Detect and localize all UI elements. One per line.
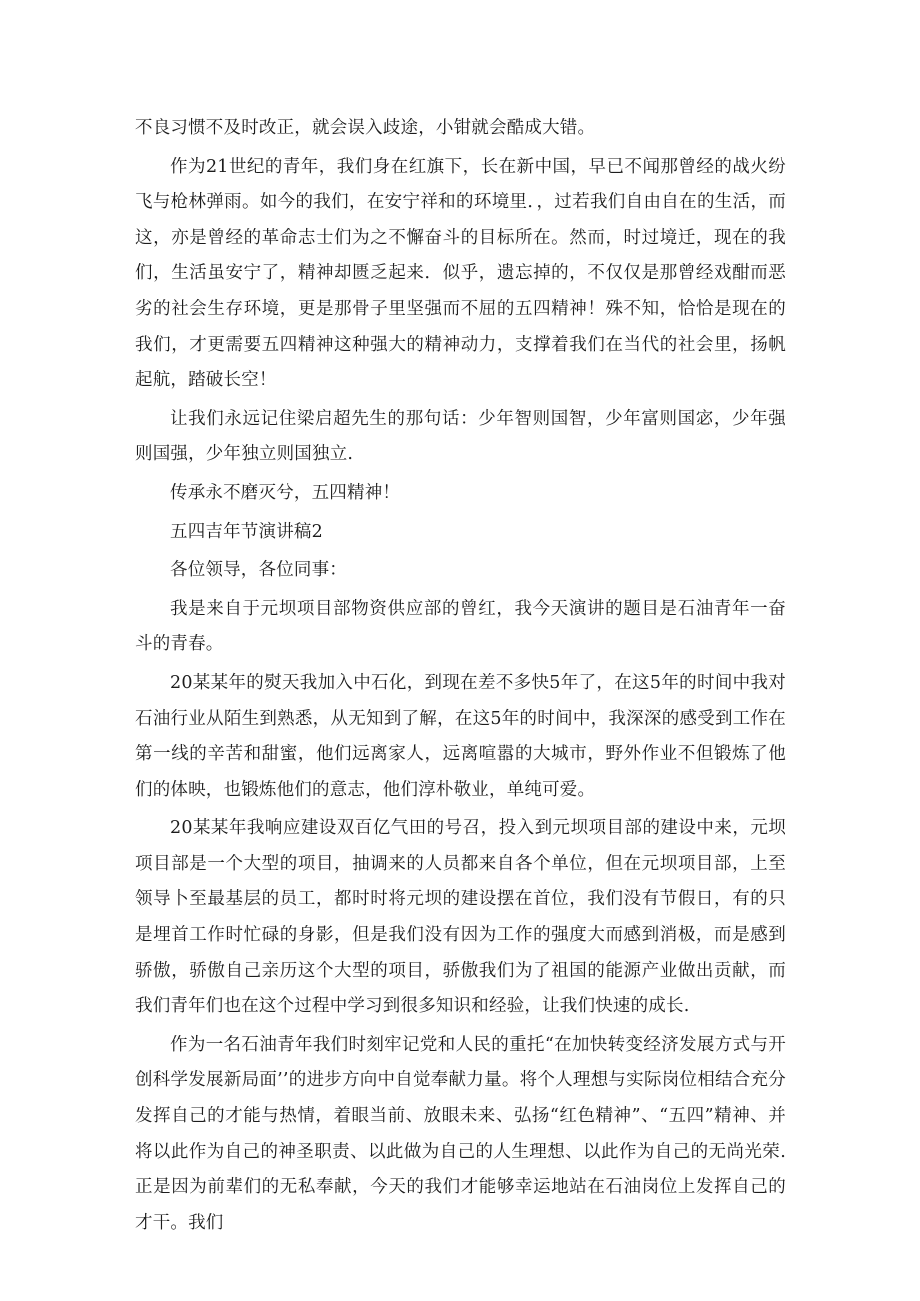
section-title: 五四吉年节演讲稿2: [170, 521, 323, 542]
salutation: 各位领导，各位同事：: [170, 560, 347, 581]
paragraph-4: 传承永不磨灭兮，五四精神！: [170, 482, 401, 503]
paragraph-10: 作为一名石油青年我们时刻牢记党和人民的重托“在加快转变经济发展方式与开创科学发展新局面’’的进步方向中自觉奉献力量。将个人理想与实际岗位相结合充分发挥自己的才能与热情，着眼当前、放眼未来、弘扬“红色精神”、“五四”精神、并将以此作为自己的神圣职责、以此做为自己的人生理想、以此作为自己的无尚光荣.正是因为前辈们的无私奉献，今天的我们才能够幸运地站在石油岗位上发挥自己的才干。我们: [135, 1034, 786, 1233]
paragraph-3: 让我们永远记住梁启超先生的那句话：少年智则国智，少年富则国宓，少年强则国强，少年独立则国独立.: [135, 408, 786, 465]
paragraph-2: 作为21世纪的青年，我们身在红旗下，长在新中国，早已不闻那曾经的战火纷飞与枪林弹雨。如今的我们，在安宁祥和的环境里．，过若我们自由自在的生活，而这，亦是曾经的革命志士们为之不懈奋斗的目标所在。然而，时过境迁，现在的我们，生活虽安宁了，精神却匮乏起来．似乎，遗忘掉的，不仅仅是那曾经戏酣而恶劣的社会生存环境，更是那骨子里坚强而不屈的五四精神！殊不知，恰恰是现在的我们，才更需要五四精神这种强大的精神动力，支撑着我们在当代的社会里，扬帆起航，踏破长空！: [135, 156, 786, 391]
paragraph-7: 我是来自于元坝项目部物资供应部的曾红，我今天演讲的题目是石油青年一奋斗的青春。: [135, 598, 786, 655]
paragraph-8: 20某某年的熨天我加入中石化，到现在差不多快5年了，在这5年的时间中我对石油行业从陌生到熟悉，从无知到了解，在这5年的时间中，我深深的感受到工作在第一线的辛苦和甜蜜，他们远离家人，远离喧嚣的大城市，野外作业不但锻炼了他们的体映，也锻炼他们的意志，他们淳朴敬业，单纯可爱。: [135, 672, 786, 800]
paragraph-9: 20某某年我响应建设双百亿气田的号召，投入到元坝项目部的建设中来，元坝项目部是一个大型的项目，抽调来的人员都来自各个单位，但在元坝项目部，上至领导卜至最基层的员工，都时时将元坝的建设摆在首位，我们没有节假日，有的只是埋首工作时忙碌的身影，但是我们没有因为工作的强度大而感到消极，而是感到骄傲，骄傲自己亲历这个大型的项目，骄傲我们为了祖国的能源产业做出贡献，而我们青年们也在这个过程中学习到很多知识和经验，让我们快速的成长.: [135, 818, 786, 1017]
paragraph-1: 不良习惯不及时改正，就会误入歧途，小钳就会酷成大错。: [135, 118, 596, 138]
document-body: [135, 111, 786, 1244]
